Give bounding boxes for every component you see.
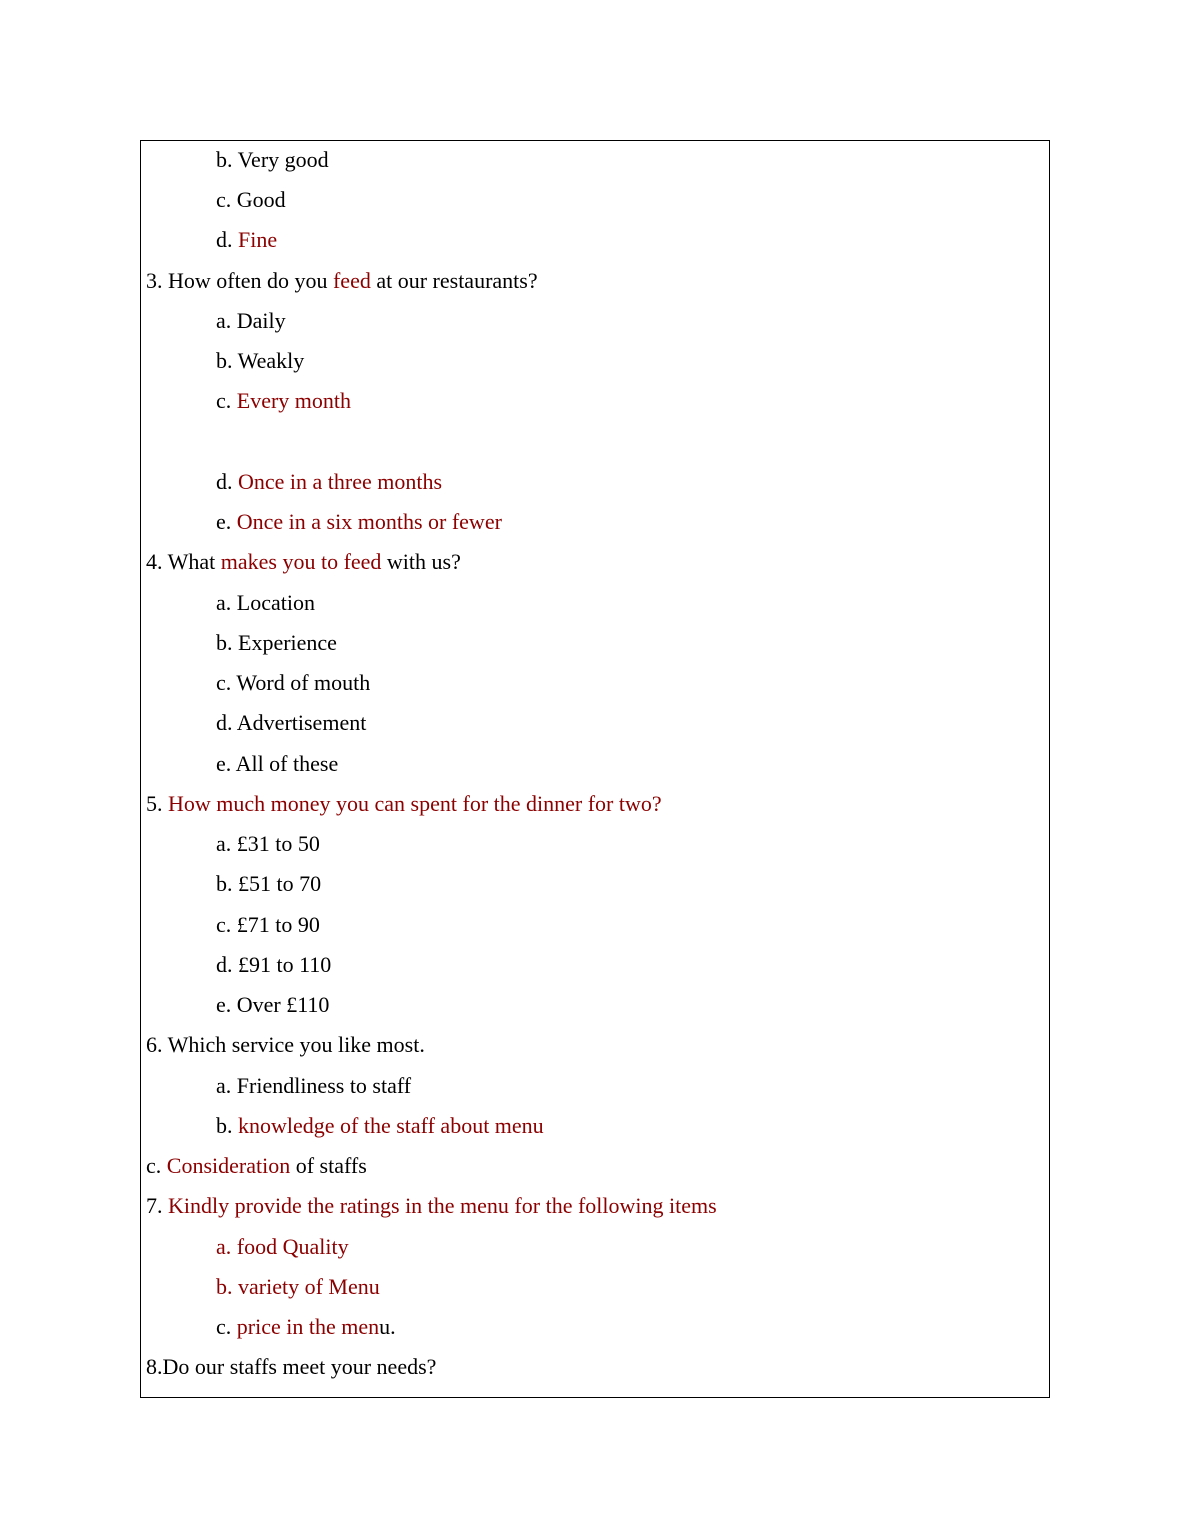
- q6-option-c: c. Consideration of staffs: [146, 1153, 367, 1178]
- q6-option-b: b. knowledge of the staff about menu: [216, 1113, 544, 1138]
- q2-option-c: c. Good: [216, 187, 286, 212]
- q5-option-c: c. £71 to 90: [216, 912, 320, 937]
- q4-option-b: b. Experience: [216, 630, 337, 655]
- q4-option-e: e. All of these: [216, 751, 339, 776]
- q4-option-c: c. Word of mouth: [216, 670, 371, 695]
- questionnaire-box: [140, 140, 1050, 1398]
- q5-option-b: b. £51 to 70: [216, 871, 322, 896]
- q5-option-d: d. £91 to 110: [216, 952, 332, 977]
- question-3: 3. How often do you feed at our restaurants?: [146, 268, 538, 293]
- q6-option-a: a. Friendliness to staff: [216, 1073, 412, 1098]
- question-4: 4. What makes you to feed with us?: [146, 549, 461, 574]
- question-7: 7. Kindly provide the ratings in the menu for the following items: [146, 1193, 717, 1218]
- q2-option-b: b. Very good: [216, 147, 329, 172]
- q3-option-d: d. Once in a three months: [216, 469, 443, 494]
- question-5: 5. How much money you can spent for the dinner for two?: [146, 791, 662, 816]
- q5-option-a: a. £31 to 50: [216, 831, 320, 856]
- question-6: 6. Which service you like most.: [146, 1032, 425, 1057]
- q3-option-e: e. Once in a six months or fewer: [216, 509, 502, 534]
- q4-option-a: a. Location: [216, 590, 315, 615]
- q3-option-a: a. Daily: [216, 308, 286, 333]
- q3-option-b: b. Weakly: [216, 348, 305, 373]
- q7-option-b: b. variety of Menu: [216, 1274, 380, 1299]
- question-8: 8.Do our staffs meet your needs?: [146, 1354, 437, 1379]
- q7-option-a: a. food Quality: [216, 1234, 349, 1259]
- q7-option-c: c. price in the menu.: [216, 1314, 396, 1339]
- q3-option-c: c. Every month: [216, 388, 352, 413]
- q5-option-e: e. Over £110: [216, 992, 330, 1017]
- q4-option-d: d. Advertisement: [216, 710, 367, 735]
- q2-option-d: d. Fine: [216, 227, 278, 252]
